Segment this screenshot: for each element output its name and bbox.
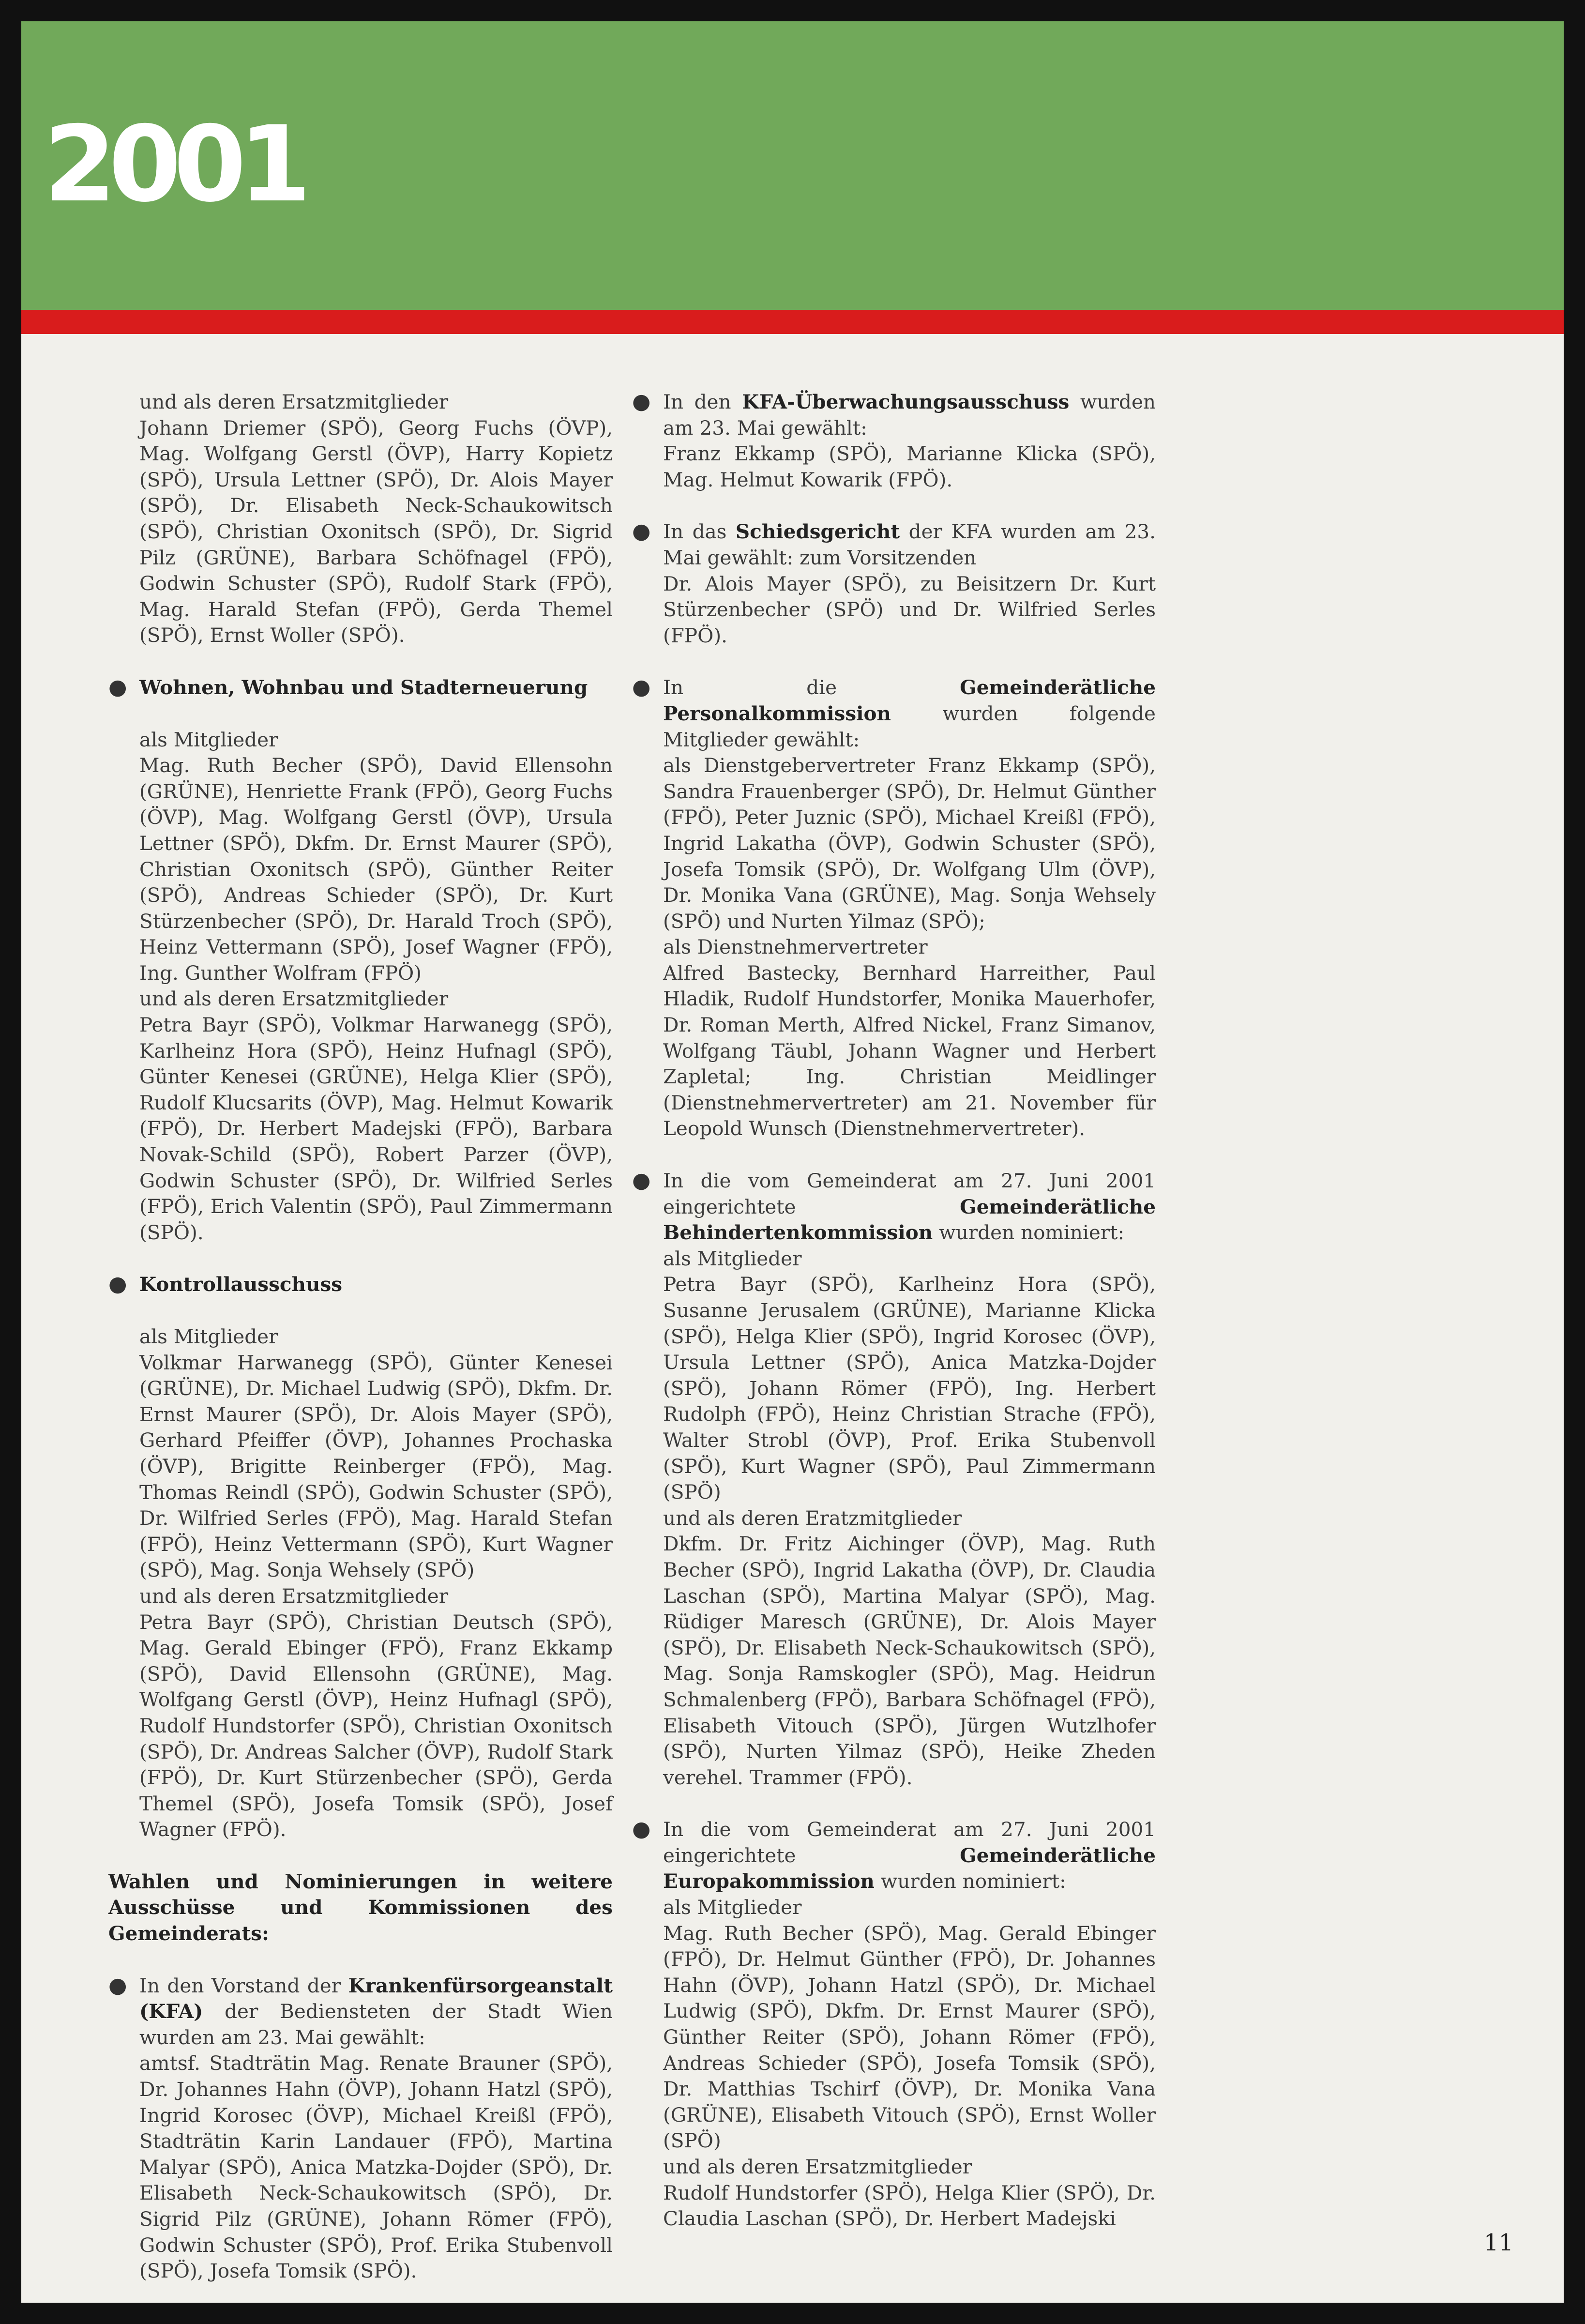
body-name: Gemeinderätliche Personalkommission xyxy=(663,676,1156,725)
substitutes-list: Petra Bayr (SPÖ), Christian Deutsch (SPÖ), Mag. Gerald Ebinger (FPÖ), Franz Ekkamp (SPÖ), David Ellensohn (GRÜNE), Mag. Wolfgang Gerstl (ÖVP), Heinz Hufnagl (SPÖ), Rudolf Hundstorfer (SPÖ), Christian Oxonitsch (SPÖ), Dr. Andreas Salcher (ÖVP), Rudolf Stark (FPÖ), Dr. Kurt Stürzenbecher (SPÖ), Gerda Themel (SPÖ), Josefa Tomsik (SPÖ), Josef Wagner (FPÖ). xyxy=(139,1610,613,1841)
intro-text: In die vom Gemeinderat am 27. Juni 2001 eingerichtete xyxy=(663,1169,1156,1218)
body-name: Gemeinderätliche Behindertenkommission xyxy=(663,1195,1156,1245)
header-band xyxy=(21,21,1564,310)
members-list: Mag. Ruth Becher (SPÖ), David Ellensohn (GRÜNE), Henriette Frank (FPÖ), Georg Fuchs (ÖVP), Mag. Wolfgang Gerstl (ÖVP), Ursula Lettner (SPÖ), Dkfm. Dr. Ernst Maurer (SPÖ), Christian Oxonitsch (SPÖ), Günther Reiter (SPÖ), Andreas Schieder (SPÖ), Dr. Kurt Stürzenbecher (SPÖ), Dr. Harald Troch (SPÖ), Heinz Vettermann (SPÖ), Josef Wagner (FPÖ), Ing. Gunther Wolfram (FPÖ) xyxy=(139,754,613,985)
page-number: 11 xyxy=(1483,2229,1513,2256)
bullet-icon: ● xyxy=(108,1973,127,1998)
intro-text: wurden nominiert: xyxy=(933,1221,1125,1245)
substitutes-label: und als deren Ersatzmitglieder xyxy=(663,2155,972,2178)
section-intro xyxy=(663,389,1156,441)
section-intro xyxy=(663,675,1156,753)
intro-text: wurden nominiert: xyxy=(874,1869,1066,1893)
members-label: als Mitglieder xyxy=(139,1325,278,1348)
intro-substitutes-label: und als deren Ersatzmitglieder xyxy=(139,390,449,413)
section-intro xyxy=(663,1168,1156,1246)
substitutes-list: Rudolf Hundstorfer (SPÖ), Helga Klier (SPÖ), Dr. Claudia Laschan (SPÖ), Dr. Herbert Madejski xyxy=(663,2181,1156,2231)
substitutes-label: und als deren Ersatzmitglieder xyxy=(139,987,449,1011)
employee-representatives: Alfred Bastecky, Bernhard Harreither, Paul Hladik, Rudolf Hundstorfer, Monika Mauerhofer, Dr. Roman Merth, Alfred Nickel, Franz Simanov, Wolfgang Täubl, Johann Wagner und Herbert Zapletal; Ing. Christian Meidlinger (Dienstnehmervertreter) am 21. November für Leopold Wunsch (Dienstnehmervertreter). xyxy=(663,961,1156,1140)
intro-substitutes xyxy=(108,389,613,649)
red-divider-rule xyxy=(21,310,1564,334)
intro-substitutes-names: Johann Driemer (SPÖ), Georg Fuchs (ÖVP), Mag. Wolfgang Gerstl (ÖVP), Harry Kopietz (SPÖ), Ursula Lettner (SPÖ), Dr. Alois Mayer (SPÖ), Dr. Elisabeth Neck-Schaukowitsch (SPÖ), Christian Oxonitsch (SPÖ), Dr. Sigrid Pilz (GRÜNE), Barbara Schöfnagel (FPÖ), Godwin Schuster (SPÖ), Rudolf Stark (FPÖ), Mag. Harald Stefan (FPÖ), Gerda Themel (SPÖ), Ernst Woller (SPÖ). xyxy=(139,416,613,647)
substitutes-list: Petra Bayr (SPÖ), Volkmar Harwanegg (SPÖ), Karlheinz Hora (SPÖ), Heinz Hufnagl (SPÖ), Günter Kenesei (GRÜNE), Helga Klier (SPÖ), Rudolf Klucsarits (ÖVP), Mag. Helmut Kowarik (FPÖ), Dr. Herbert Madejski (FPÖ), Barbara Novak-Schild (SPÖ), Robert Parzer (ÖVP), Godwin Schuster (SPÖ), Dr. Wilfried Serles (FPÖ), Erich Valentin (SPÖ), Paul Zimmermann (SPÖ). xyxy=(139,1013,613,1244)
section-heading: Kontrollausschuss xyxy=(139,1273,343,1296)
document-page xyxy=(21,21,1564,2303)
bullet-icon: ● xyxy=(632,519,651,544)
section-intro xyxy=(139,1973,613,2051)
wahlen-heading: Wahlen und Nominierungen in weitere Ausschüsse und Kommissionen des Gemeinderats: xyxy=(108,1869,613,1945)
bullet-icon: ● xyxy=(632,1817,651,1842)
section-intro xyxy=(663,519,1156,571)
intro-text: wurden folgende Mitglieder gewählt: xyxy=(663,701,1156,751)
body-name: KFA-Überwachungsausschuss xyxy=(742,390,1070,413)
section-europakommission xyxy=(632,1817,1156,2232)
bullet-icon: ● xyxy=(108,1272,127,1297)
bullet-icon: ● xyxy=(632,389,651,414)
intro-text: der KFA wurden am 23. Mai gewählt: zum Vorsitzenden xyxy=(663,520,1156,569)
intro-text: In das xyxy=(663,520,736,544)
employer-representatives: als Dienstgebervertreter Franz Ekkamp (SPÖ), Sandra Frauenberger (SPÖ), Dr. Helmut Günther (FPÖ), Peter Juznic (SPÖ), Michael Kreißl (FPÖ), Ingrid Lakatha (ÖVP), Godwin Schuster (SPÖ), Josefa Tomsik (SPÖ), Dr. Wolfgang Ulm (ÖVP), Dr. Monika Vana (GRÜNE), Mag. Sonja Wehsely (SPÖ) und Nurten Yilmaz (SPÖ); xyxy=(663,754,1156,933)
section-personalkommission xyxy=(632,675,1156,1142)
section-schiedsgericht xyxy=(632,519,1156,649)
section-behindertenkommission xyxy=(632,1168,1156,1791)
members-label: als Mitglieder xyxy=(139,728,278,751)
section-kontrollausschuss xyxy=(108,1272,613,1842)
section-kfa-ueberwachung xyxy=(632,389,1156,493)
section-wohnen xyxy=(108,675,613,1246)
intro-text: In die xyxy=(663,676,960,699)
members-list: Dr. Alois Mayer (SPÖ), zu Beisitzern Dr. Kurt Stürzenbecher (SPÖ) und Dr. Wilfried Serles (FPÖ). xyxy=(663,572,1156,647)
body-name: Krankenfürsorgeanstalt (KFA) xyxy=(139,1974,613,2023)
members-label: als Mitglieder xyxy=(663,1896,802,1919)
members-list: Petra Bayr (SPÖ), Karlheinz Hora (SPÖ), Susanne Jerusalem (GRÜNE), Marianne Klicka (SPÖ), Helga Klier (SPÖ), Ingrid Korosec (ÖVP), Ursula Lettner (SPÖ), Anica Matzka-Dojder (SPÖ), Johann Römer (FPÖ), Ing. Herbert Rudolph (FPÖ), Heinz Christian Strache (FPÖ), Walter Strobl (ÖVP), Prof. Erika Stubenvoll (SPÖ), Kurt Wagner (SPÖ), Paul Zimmermann (SPÖ) xyxy=(663,1273,1156,1504)
substitutes-label: und als deren Ersatzmitglieder xyxy=(139,1584,449,1608)
members-list: Volkmar Harwanegg (SPÖ), Günter Kenesei (GRÜNE), Dr. Michael Ludwig (SPÖ), Dkfm. Dr. Ernst Maurer (SPÖ), Dr. Alois Mayer (SPÖ), Gerhard Pfeiffer (ÖVP), Johannes Prochaska (ÖVP), Brigitte Reinberger (FPÖ), Mag. Thomas Reindl (SPÖ), Godwin Schuster (SPÖ), Dr. Wilfried Serles (FPÖ), Mag. Harald Stefan (FPÖ), Heinz Vettermann (SPÖ), Kurt Wagner (SPÖ), Mag. Sonja Wehsely (SPÖ) xyxy=(139,1351,613,1582)
section-kfa-vorstand xyxy=(108,1973,613,2284)
employee-label: als Dienstnehmervertreter xyxy=(663,935,928,959)
members-label: als Mitglieder xyxy=(663,1246,802,1270)
intro-text: In den Vorstand der xyxy=(139,1974,348,1997)
members-list: amtsf. Stadträtin Mag. Renate Brauner (SPÖ), Dr. Johannes Hahn (ÖVP), Johann Hatzl (SPÖ), Ingrid Korosec (ÖVP), Michael Kreißl (FPÖ), Stadträtin Karin Landauer (FPÖ), Martina Malyar (SPÖ), Anica Matzka-Dojder (SPÖ), Dr. Elisabeth Neck-Schaukowitsch (SPÖ), Dr. Sigrid Pilz (GRÜNE), Johann Römer (FPÖ), Godwin Schuster (SPÖ), Prof. Erika Stubenvoll (SPÖ), Josefa Tomsik (SPÖ). xyxy=(139,2051,613,2283)
substitutes-label: und als deren Eratzmitglieder xyxy=(663,1506,962,1530)
wahlen-heading-block xyxy=(108,1869,613,1947)
intro-text: wurden am 23. Mai gewählt: xyxy=(663,390,1156,440)
intro-text: In die vom Gemeinderat am 27. Juni 2001 eingerichtete xyxy=(663,1818,1156,1867)
substitutes-list: Dkfm. Dr. Fritz Aichinger (ÖVP), Mag. Ruth Becher (SPÖ), Ingrid Lakatha (ÖVP), Dr. Claudia Laschan (SPÖ), Martina Malyar (SPÖ), Mag. Rüdiger Maresch (GRÜNE), Dr. Alois Mayer (SPÖ), Dr. Elisabeth Neck-Schaukowitsch (SPÖ), Mag. Sonja Ramskogler (SPÖ), Mag. Heidrun Schmalenberg (FPÖ), Barbara Schöfnagel (FPÖ), Elisabeth Vitouch (SPÖ), Jürgen Wutzlhofer (SPÖ), Nurten Yilmaz (SPÖ), Heike Zheden verehel. Trammer (FPÖ). xyxy=(663,1532,1156,1789)
body-name: Schiedsgericht xyxy=(735,520,900,544)
left-column xyxy=(108,389,613,2284)
members-list: Franz Ekkamp (SPÖ), Marianne Klicka (SPÖ), Mag. Helmut Kowarik (FPÖ). xyxy=(663,442,1156,491)
intro-text: der Bediensteten der Stadt Wien wurden am 23. Mai gewählt: xyxy=(139,2000,613,2049)
body-name: Gemeinderätliche Europakommission xyxy=(663,1843,1156,1893)
members-list: Mag. Ruth Becher (SPÖ), Mag. Gerald Ebinger (FPÖ), Dr. Helmut Günther (FPÖ), Dr. Johannes Hahn (ÖVP), Johann Hatzl (SPÖ), Dr. Michael Ludwig (SPÖ), Dkfm. Dr. Ernst Maurer (SPÖ), Günther Reiter (SPÖ), Johann Römer (FPÖ), Andreas Schieder (SPÖ), Josefa Tomsik (SPÖ), Dr. Matthias Tschirf (ÖVP), Dr. Monika Vana (GRÜNE), Elisabeth Vitouch (SPÖ), Ernst Woller (SPÖ) xyxy=(663,1921,1156,2153)
section-heading: Wohnen, Wohnbau und Stadterneuerung xyxy=(139,675,588,699)
intro-text: In den xyxy=(663,390,742,413)
year-title: 2001 xyxy=(44,104,304,225)
right-column xyxy=(632,389,1156,2232)
section-intro xyxy=(663,1817,1156,1895)
bullet-icon: ● xyxy=(632,1168,651,1193)
bullet-icon: ● xyxy=(632,675,651,700)
bullet-icon: ● xyxy=(108,674,127,699)
